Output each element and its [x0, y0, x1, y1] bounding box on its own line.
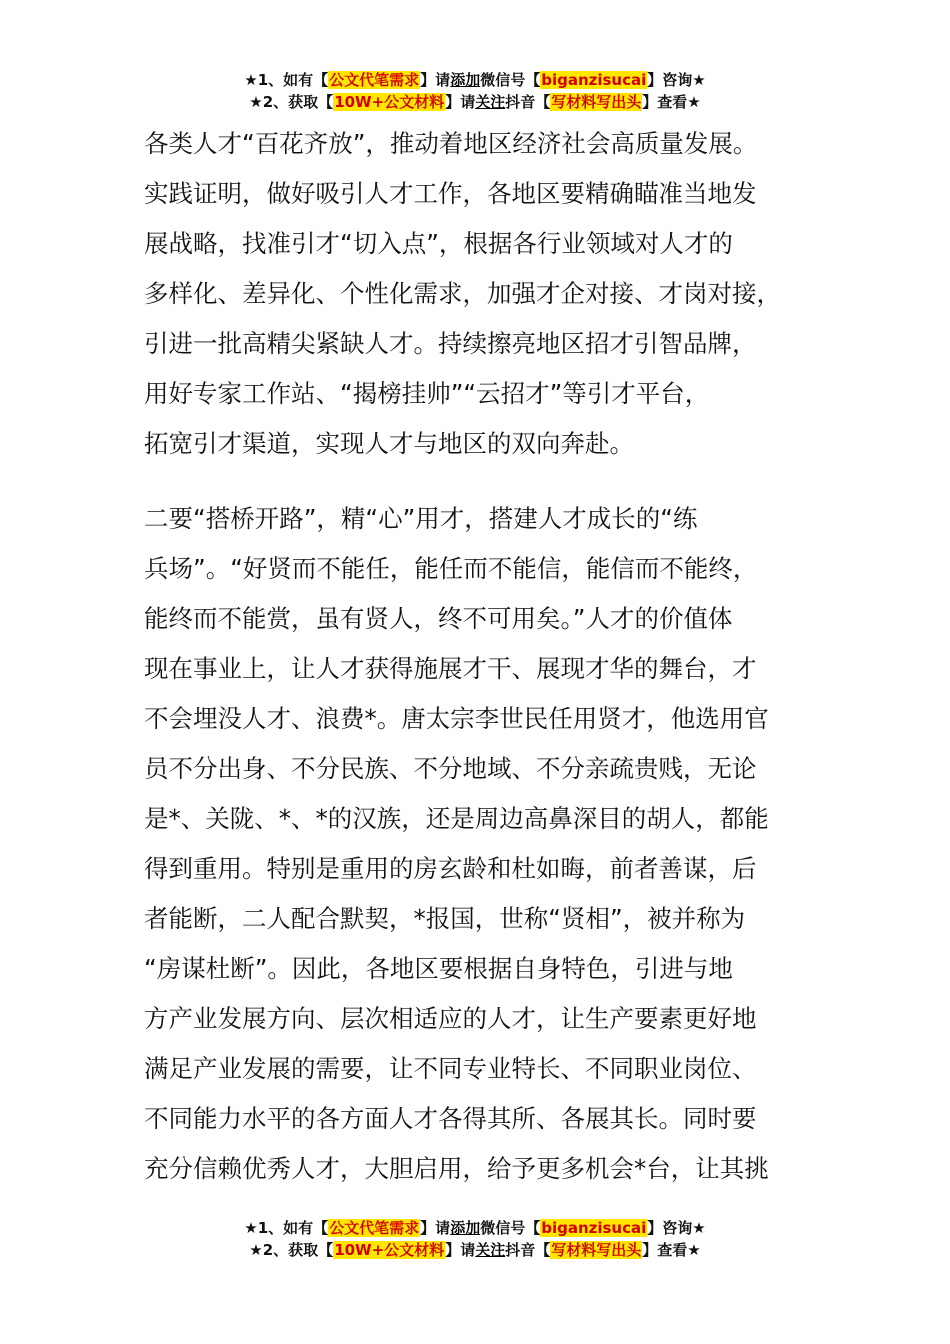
text-line: 拓宽引才渠道，实现人才与地区的双向奔赴。	[144, 429, 634, 458]
header-banner	[0, 69, 950, 113]
banner-highlight-douyin-account: 写材料写出头	[551, 1241, 642, 1259]
text-line: 实践证明，做好吸引人才工作，各地区要精确瞄准当地发	[144, 179, 757, 208]
banner-emphasis: 添加	[450, 71, 481, 89]
footer-banner-line-2	[0, 1239, 950, 1261]
banner-text: 抖音【	[505, 93, 551, 111]
text-line: 是*、关陇、*、*的汉族，还是周边高鼻深目的胡人，都能	[144, 804, 769, 833]
banner-emphasis: 关注	[475, 93, 506, 111]
text-line: 者能断，二人配合默契，*报国，世称“贤相”，被并称为	[144, 904, 746, 933]
text-line: 二要“搭桥开路”，精“心”用才，搭建人才成长的“练	[144, 504, 698, 533]
banner-text: 】请	[420, 71, 451, 89]
banner-text: 】请	[445, 93, 476, 111]
footer-banner-line-1	[0, 1217, 950, 1239]
banner-text: 微信号【	[480, 71, 541, 89]
banner-text: ★2、获取【	[249, 93, 334, 111]
banner-text: 】查看★	[642, 1241, 701, 1259]
banner-text: ★2、获取【	[249, 1241, 334, 1259]
banner-emphasis: 关注	[475, 1241, 506, 1259]
text-line: 引进一批高精尖紧缺人才。持续擦亮地区招才引智品牌，	[144, 329, 757, 358]
text-line: 现在事业上，让人才获得施展才干、展现才华的舞台，才	[144, 654, 757, 683]
text-line: 不同能力水平的各方面人才各得其所、各展其长。同时要	[144, 1104, 757, 1133]
banner-highlight-service: 公文代笔需求	[329, 1219, 420, 1237]
text-line: 能终而不能赏，虽有贤人，终不可用矣。”人才的价值体	[144, 604, 733, 633]
banner-text: ★1、如有【	[244, 71, 329, 89]
text-line: 满足产业发展的需要，让不同专业特长、不同职业岗位、	[144, 1054, 757, 1083]
footer-banner	[0, 1217, 950, 1261]
text-line: 展战略，找准引才“切入点”，根据各行业领域对人才的	[144, 229, 733, 258]
text-line: 充分信赖优秀人才，大胆启用，给予更多机会*台，让其挑	[144, 1154, 769, 1183]
header-banner-line-2	[0, 91, 950, 113]
text-line: 用好专家工作站、“揭榜挂帅”“云招才”等引才平台，	[144, 379, 710, 408]
text-line: 不会埋没人才、浪费*。唐太宗李世民任用贤才，他选用官	[144, 704, 769, 733]
document-body	[144, 119, 808, 1194]
banner-text: 微信号【	[480, 1219, 541, 1237]
banner-highlight-wechat-id: biganzisucai	[541, 71, 647, 89]
banner-text: 】查看★	[642, 93, 701, 111]
text-line: 多样化、差异化、个性化需求，加强才企对接、才岗对接，	[144, 279, 781, 308]
text-line: 方产业发展方向、层次相适应的人才，让生产要素更好地	[144, 1004, 757, 1033]
banner-text: 】请	[420, 1219, 451, 1237]
banner-highlight-wechat-id: biganzisucai	[541, 1219, 647, 1237]
banner-highlight-douyin-account: 写材料写出头	[551, 93, 642, 111]
banner-highlight-service: 公文代笔需求	[329, 71, 420, 89]
paragraph-1	[144, 119, 808, 469]
banner-text: 】咨询★	[647, 71, 706, 89]
text-line: 兵场”。“好贤而不能任，能任而不能信，能信而不能终，	[144, 554, 758, 583]
banner-text: 】咨询★	[647, 1219, 706, 1237]
banner-text: ★1、如有【	[244, 1219, 329, 1237]
banner-highlight-materials: 10W+公文材料	[334, 93, 445, 111]
text-line: “房谋杜断”。因此，各地区要根据自身特色，引进与地	[144, 954, 733, 983]
banner-text: 】请	[445, 1241, 476, 1259]
header-banner-line-1	[0, 69, 950, 91]
text-line: 得到重用。特别是重用的房玄龄和杜如晦，前者善谋，后	[144, 854, 757, 883]
paragraph-2	[144, 494, 808, 1194]
banner-text: 抖音【	[505, 1241, 551, 1259]
banner-emphasis: 添加	[450, 1219, 481, 1237]
text-line: 各类人才“百花齐放”，推动着地区经济社会高质量发展。	[144, 129, 758, 158]
text-line: 员不分出身、不分民族、不分地域、不分亲疏贵贱，无论	[144, 754, 757, 783]
banner-highlight-materials: 10W+公文材料	[334, 1241, 445, 1259]
